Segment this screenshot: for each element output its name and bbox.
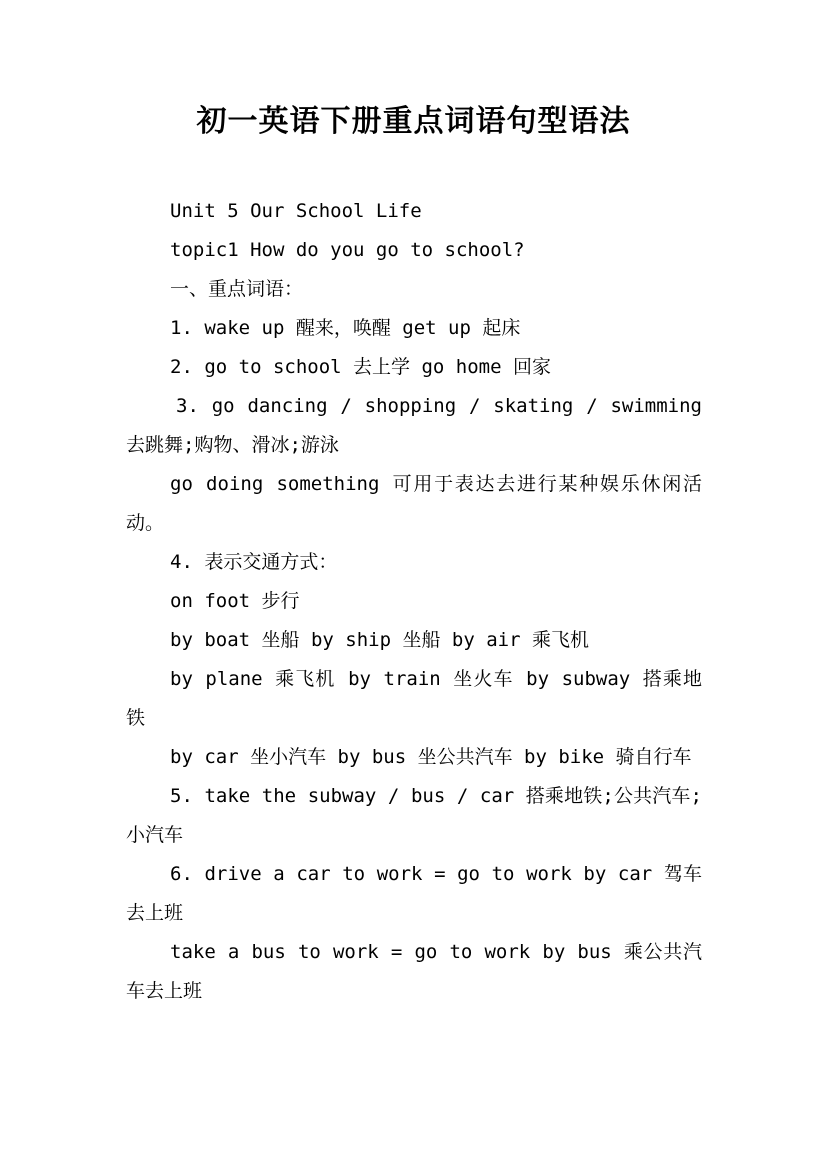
- paragraph-item-2: 2. go to school 去上学 go home 回家: [170, 356, 551, 378]
- paragraph-item-3: 3. go dancing / shopping / skating / swimming 去跳舞;购物、滑冰;游泳: [126, 395, 702, 456]
- paragraph-unit-heading: Unit 5 Our School Life: [170, 200, 422, 222]
- paragraph-item-4: 4. 表示交通方式：: [170, 551, 338, 573]
- document-body: [126, 192, 702, 1011]
- paragraph-transport-1: on foot 步行: [170, 590, 300, 612]
- paragraph-topic-heading: topic1 How do you go to school?: [170, 239, 525, 261]
- paragraph-section-heading: 一、重点词语：: [170, 278, 304, 300]
- paragraph-note: go doing something 可用于表达去进行某种娱乐休闲活动。: [126, 473, 702, 534]
- paragraph-transport-3: by plane 乘飞机 by train 坐火车 by subway 搭乘地铁: [126, 668, 702, 729]
- paragraph-transport-2: by boat 坐船 by ship 坐船 by air 乘飞机: [170, 629, 589, 651]
- paragraph-item-5: 5. take the subway / bus / car 搭乘地铁;公共汽车;小汽车: [126, 785, 702, 846]
- paragraph-item-6: 6. drive a car to work = go to work by car 驾车去上班: [126, 863, 702, 924]
- paragraph-item-6-alt: take a bus to work = go to work by bus 乘公共汽车去上班: [126, 941, 702, 1002]
- paragraph-transport-4: by car 坐小汽车 by bus 坐公共汽车 by bike 骑自行车: [170, 746, 692, 768]
- paragraph-item-1: 1. wake up 醒来，唤醒 get up 起床: [170, 317, 521, 339]
- document-title: 初一英语下册重点词语句型语法: [196, 104, 631, 139]
